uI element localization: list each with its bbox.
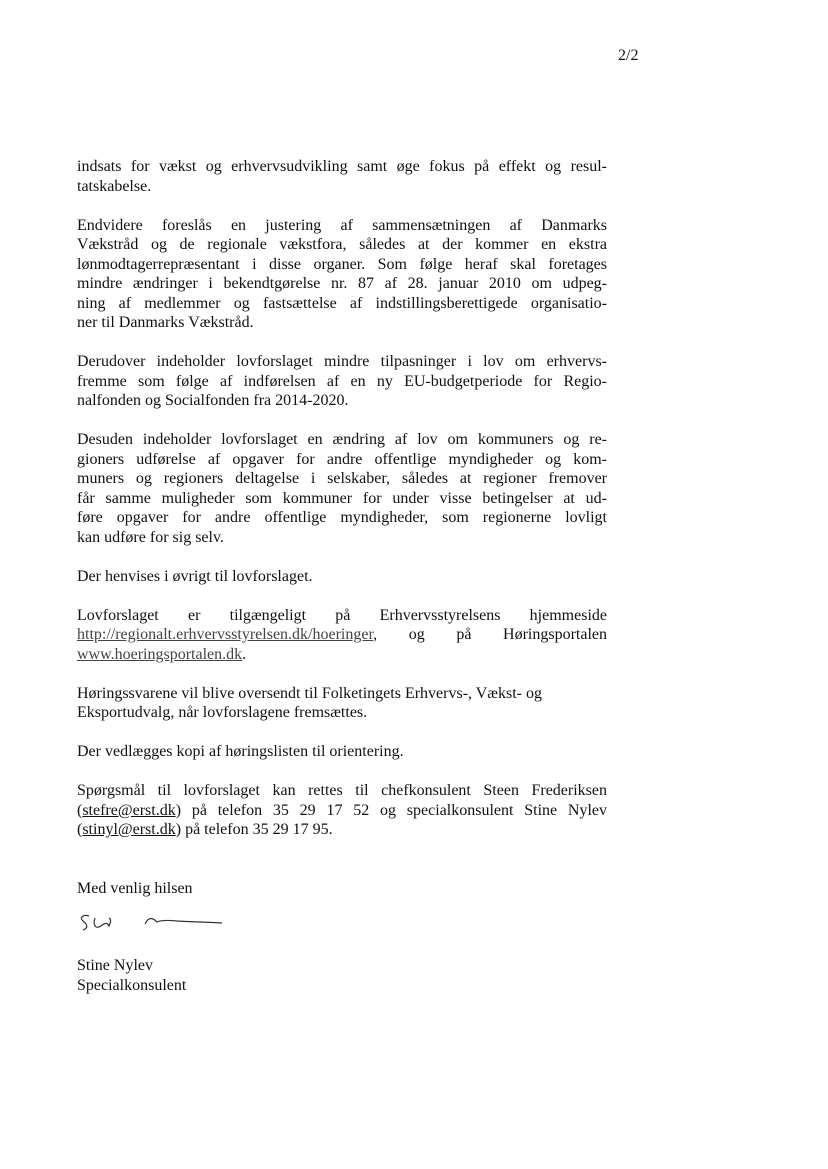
text-line: tatskabelse. <box>77 177 152 195</box>
signature-image <box>77 908 237 948</box>
paragraph <box>77 352 607 411</box>
paragraph <box>77 781 607 840</box>
text-line: muners og regioners deltagelse i selskaber, således at regioner fremover <box>77 470 607 487</box>
text-line: indsats for vækst og erhvervsudvikling samt øge fokus på effekt og resul- <box>77 158 607 175</box>
text-span: . <box>242 645 247 663</box>
text-line: Spørgsmål til lovforslaget kan rettes til chefkonsulent Steen Frederiksen <box>77 782 607 799</box>
text-line: Desuden indeholder lovforslaget en ændring af lov om kommuners og re- <box>77 431 607 448</box>
text-span: ) på telefon 35 29 17 52 og specialkonsulent Stine Nylev <box>175 801 607 819</box>
text-line: Lovforslaget er tilgængeligt på Erhvervsstyrelsens hjemmeside <box>77 606 607 624</box>
text-line: Derudover indeholder lovforslaget mindre tilpasninger i lov om erhvervs- <box>77 353 607 370</box>
text-line: Endvidere foreslås en justering af sammensætningen af Danmarks <box>77 216 607 234</box>
text-line: føre opgaver for andre offentlige myndigheder, som regionerne lovligt <box>77 509 607 526</box>
text-line: gioners udførelse af opgaver for andre offentlige myndigheder og kom- <box>77 450 607 468</box>
text-line: Vækstråd og de regionale vækstfora, således at der kommer en ekstra <box>77 236 607 253</box>
signature <box>77 898 607 956</box>
signer-title: Specialkonsulent <box>77 976 187 994</box>
paragraph <box>77 606 607 665</box>
letter-body <box>77 157 607 995</box>
paragraph: Der henvises i øvrigt til lovforslaget. <box>77 567 313 585</box>
text-span: , og på Høringsportalen <box>373 626 607 643</box>
paragraph <box>77 216 607 333</box>
greeting: Med venlig hilsen <box>77 879 193 897</box>
text-line: Eksportudvalg, når lovforslagene fremsættes. <box>77 704 368 721</box>
email-link-stefre[interactable]: stefre@erst.dk <box>82 801 176 819</box>
text-line <box>77 625 607 645</box>
text-line: nalfonden og Socialfonden fra 2014-2020. <box>77 392 349 409</box>
text-line: fremme som følge af indførelsen af en ny EU-budgetperiode for Regio- <box>77 372 607 390</box>
text-line: (stinyl@erst.dk) på telefon 35 29 17 95. <box>77 821 333 838</box>
text-line: kan udføre for sig selv. <box>77 528 224 546</box>
page-number: 2/2 <box>618 47 639 64</box>
paragraph <box>77 157 607 196</box>
text-line: ning af medlemmer og fastsættelse af indstillingsberettigede organisatio- <box>77 294 607 312</box>
paragraph <box>77 684 607 723</box>
ministry-link[interactable]: http://regionalt.erhvervsstyrelsen.dk/hoeringer <box>77 626 374 643</box>
email-link-stinyl[interactable]: stinyl@erst.dk <box>82 821 176 838</box>
text-line: lønmodtagerrepræsentant i disse organer. Som følge heraf skal foretages <box>77 255 607 273</box>
text-line: mindre ændringer i bekendtgørelse nr. 87 af 28. januar 2010 om udpeg- <box>77 275 607 292</box>
paragraph: Der vedlægges kopi af høringslisten til orientering. <box>77 743 404 760</box>
text-line: (stefre@erst.dk) på telefon 35 29 17 52 og specialkonsulent Stine Nylev <box>77 801 607 819</box>
text-line: ner til Danmarks Vækstråd. <box>77 314 254 331</box>
text-line: Høringssvarene vil blive oversendt til Folketingets Erhvervs-, Vækst- og <box>77 684 542 702</box>
text-line <box>77 645 607 665</box>
text-span: ) på telefon 35 29 17 95. <box>175 821 333 838</box>
text-line: får samme muligheder som kommuner for under visse betingelser at ud- <box>77 489 607 507</box>
paragraph <box>77 430 607 547</box>
hoeringsportal-link[interactable]: www.hoeringsportalen.dk <box>77 645 243 663</box>
signer-name: Stine Nylev <box>77 957 153 974</box>
